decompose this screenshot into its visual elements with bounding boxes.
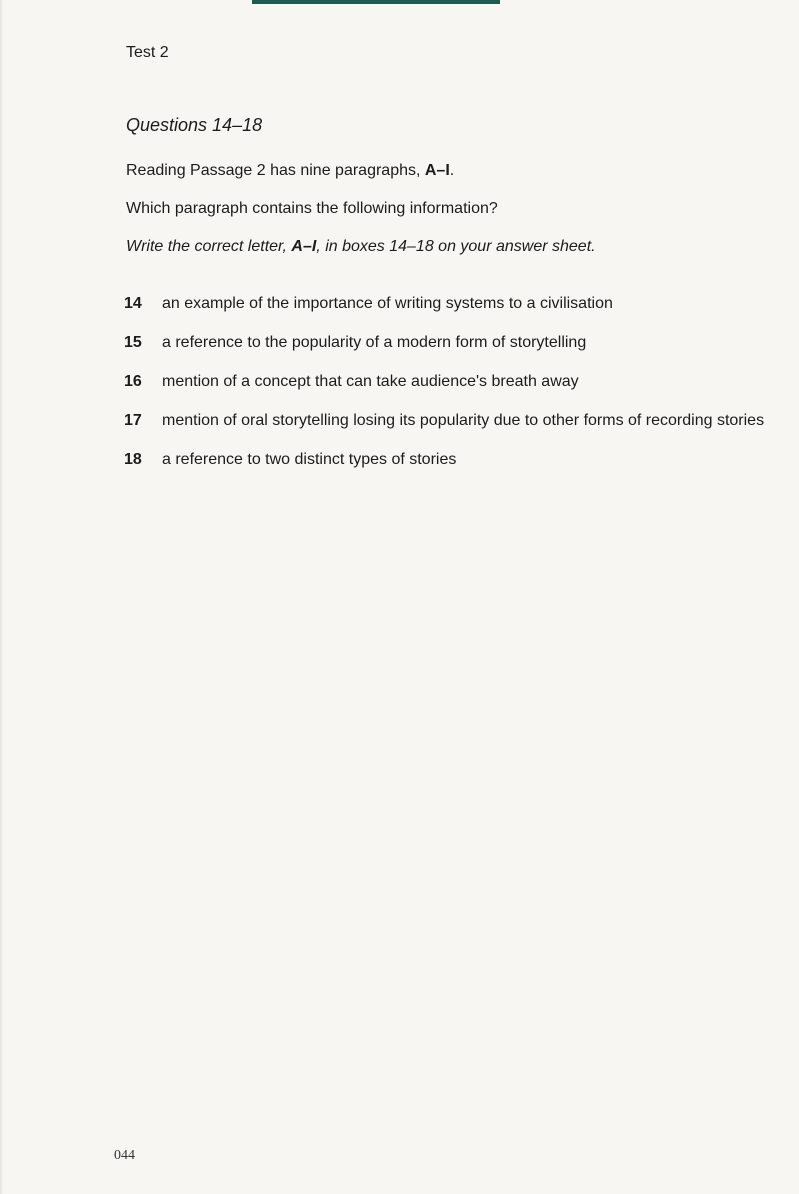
question-text: a reference to two distinct types of stories bbox=[162, 451, 457, 468]
instruction-prefix: Write the correct letter, bbox=[126, 238, 292, 255]
question-text: an example of the importance of writing systems to a civilisation bbox=[162, 295, 613, 312]
question-text: a reference to the popularity of a modern form of storytelling bbox=[162, 334, 587, 351]
question-number: 14 bbox=[124, 295, 142, 312]
question-item-14 bbox=[124, 290, 784, 317]
question-item-18 bbox=[124, 446, 784, 473]
page-number: 044 bbox=[114, 1148, 135, 1163]
question-item-16 bbox=[124, 368, 784, 395]
page-binding-edge bbox=[0, 0, 3, 1194]
test-label: Test 2 bbox=[126, 44, 169, 61]
question-number: 18 bbox=[124, 451, 142, 468]
question-item-15 bbox=[124, 329, 784, 356]
question-number: 17 bbox=[124, 412, 142, 429]
question-number: 15 bbox=[124, 334, 142, 351]
intro-suffix: . bbox=[449, 162, 455, 179]
question-text: mention of a concept that can take audience's breath away bbox=[162, 373, 579, 390]
questions-heading: Questions 14–18 bbox=[126, 115, 263, 135]
top-decorative-bar bbox=[252, 0, 500, 4]
intro-prefix: Reading Passage 2 has nine paragraphs, bbox=[126, 162, 425, 179]
question-list bbox=[124, 290, 784, 485]
instruction-suffix: , in boxes 14–18 on your answer sheet. bbox=[316, 238, 596, 255]
intro-range: A–I bbox=[424, 162, 450, 179]
instruction-range: A–I bbox=[291, 238, 317, 255]
intro-line bbox=[126, 162, 454, 180]
instruction-line bbox=[126, 238, 596, 256]
which-paragraph-line: Which paragraph contains the following information? bbox=[126, 200, 498, 217]
question-text: mention of oral storytelling losing its popularity due to other forms of recording stories bbox=[162, 412, 765, 429]
question-number: 16 bbox=[124, 373, 142, 390]
question-item-17 bbox=[124, 407, 784, 434]
